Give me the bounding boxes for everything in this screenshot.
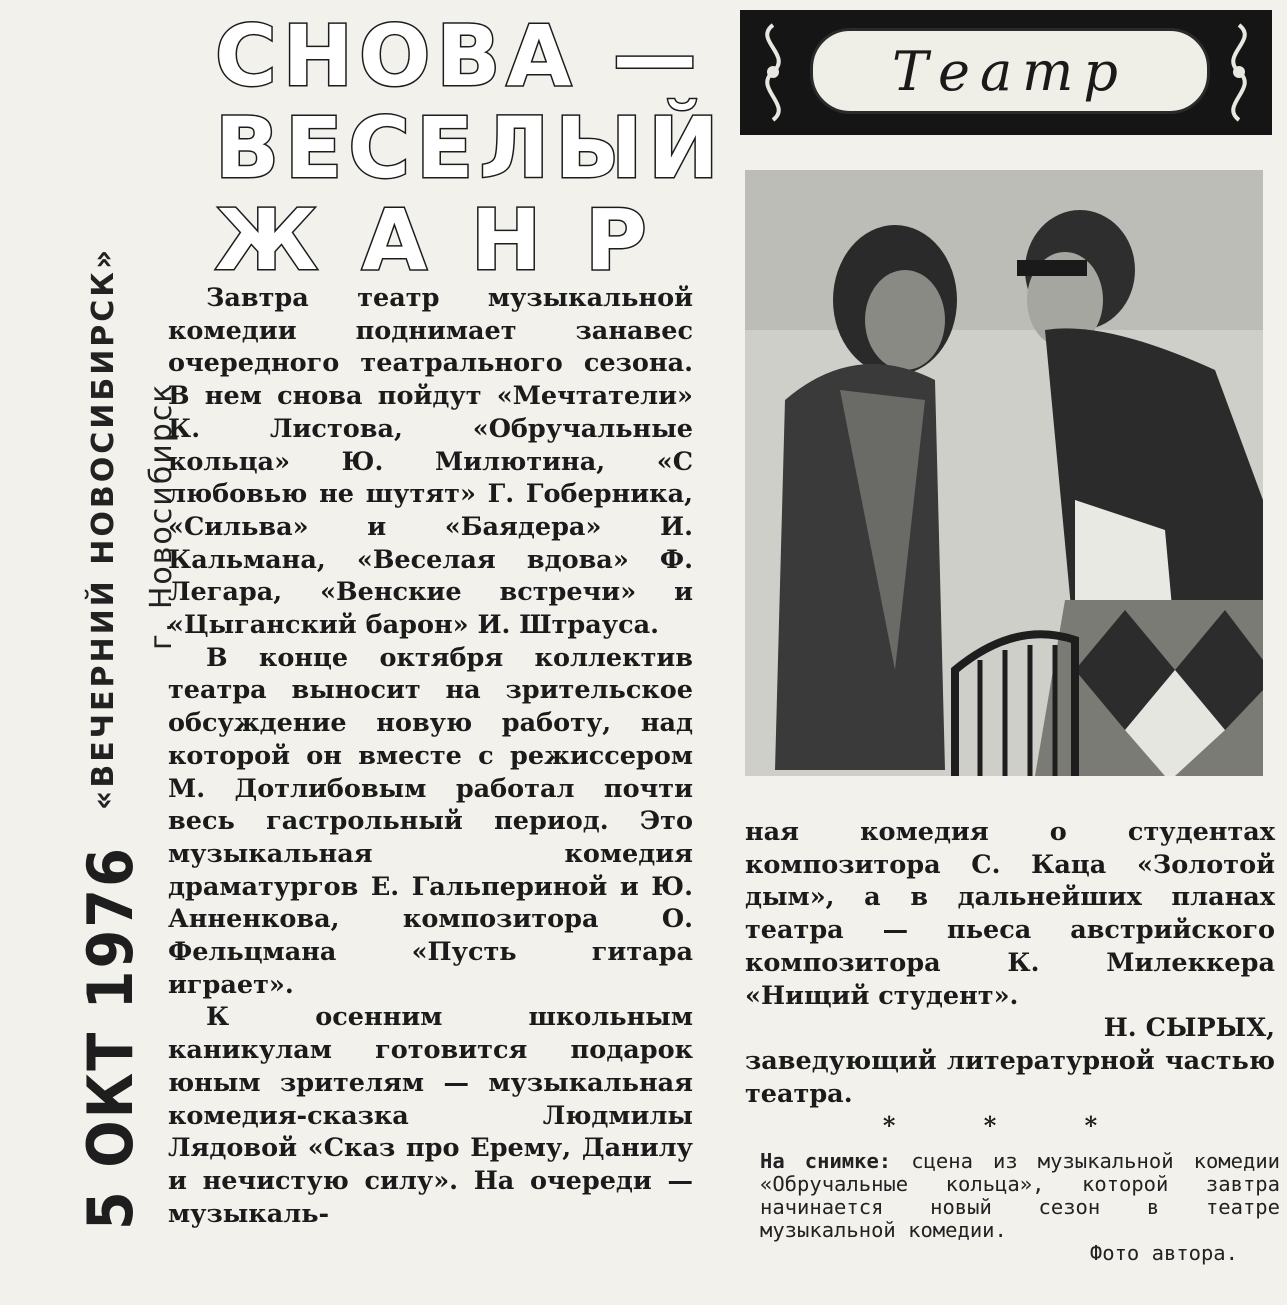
article-paragraph-1: Завтра театр музыкальной комедии поднимает занавес очередного театрального сезона. В нем снова пойдут «Мечтатели» К. Листова, «Обручальные кольца» Ю. Милютина, «С любовью не шутят» Г. Гоберника, «Сильва» и «Баядера» И. Кальмана, «Веселая вдова» Ф. Легара, «Венские встречи» и «Цыганский барон» И. Штрауса. (168, 283, 693, 641)
headline-line-3: ЖАНР (215, 191, 691, 289)
headline-line-1: СНОВА — (215, 7, 703, 105)
stamp-date: 5 ОКТ 1976 (74, 846, 147, 1230)
stamp-city: г. Новосибирск (144, 382, 179, 650)
ornament-left-icon (748, 20, 798, 125)
article-paragraph-3: К осенним школьным каникулам готовится подарок юным зрителям — музыкальная комедия-сказка Людмилы Лядовой «Сказ про Ерему, Данилу и нечистую силу». На очереди — музыкаль- (168, 1002, 693, 1229)
section-separator: * * * (882, 1111, 1138, 1141)
stage-photo (745, 170, 1263, 776)
rubric-label: Театр (810, 28, 1210, 114)
caption-text: сцена из музыкальной комедии «Обручальные кольца», которой завтра начинается новый сезон в театре музыкальной комедии. (760, 1149, 1281, 1242)
article-column-1 (168, 282, 693, 1230)
headline (215, 7, 725, 289)
photo-credit: Фото автора. (1089, 1241, 1238, 1265)
caption-lead: На снимке: (760, 1149, 892, 1173)
article-column-2 (745, 816, 1275, 1143)
article-paragraph-2: В конце октября коллектив театра выносит на зрительское обсуждение новую работу, над которой он вместе с режиссером М. Дотлибовым работал почти весь гастрольный период. Это музыкальная комедия драматургов Е. Гальпериной и Ю. Анненкова, композитора О. Фельцмана «Пусть гитара играет». (168, 642, 693, 1000)
article-paragraph-3-continued: ная комедия о студентах композитора С. Каца «Золотой дым», а в дальнейших планах театра — пьеса австрийского композитора К. Милеккера «Нищий студент». (745, 817, 1275, 1011)
author-role: заведующий литературной частью театра. (745, 1045, 1275, 1109)
stamp-newspaper-name: «ВЕЧЕРНИЙ НОВОСИБИРСК» (86, 246, 121, 810)
author-name: Н. СЫРЫХ, (1103, 1013, 1275, 1044)
headline-line-2: ВЕСЕЛЫЙ (215, 99, 725, 197)
rubric-banner (740, 10, 1272, 135)
ornament-right-icon (1214, 20, 1264, 125)
photo-caption (760, 1150, 1280, 1265)
